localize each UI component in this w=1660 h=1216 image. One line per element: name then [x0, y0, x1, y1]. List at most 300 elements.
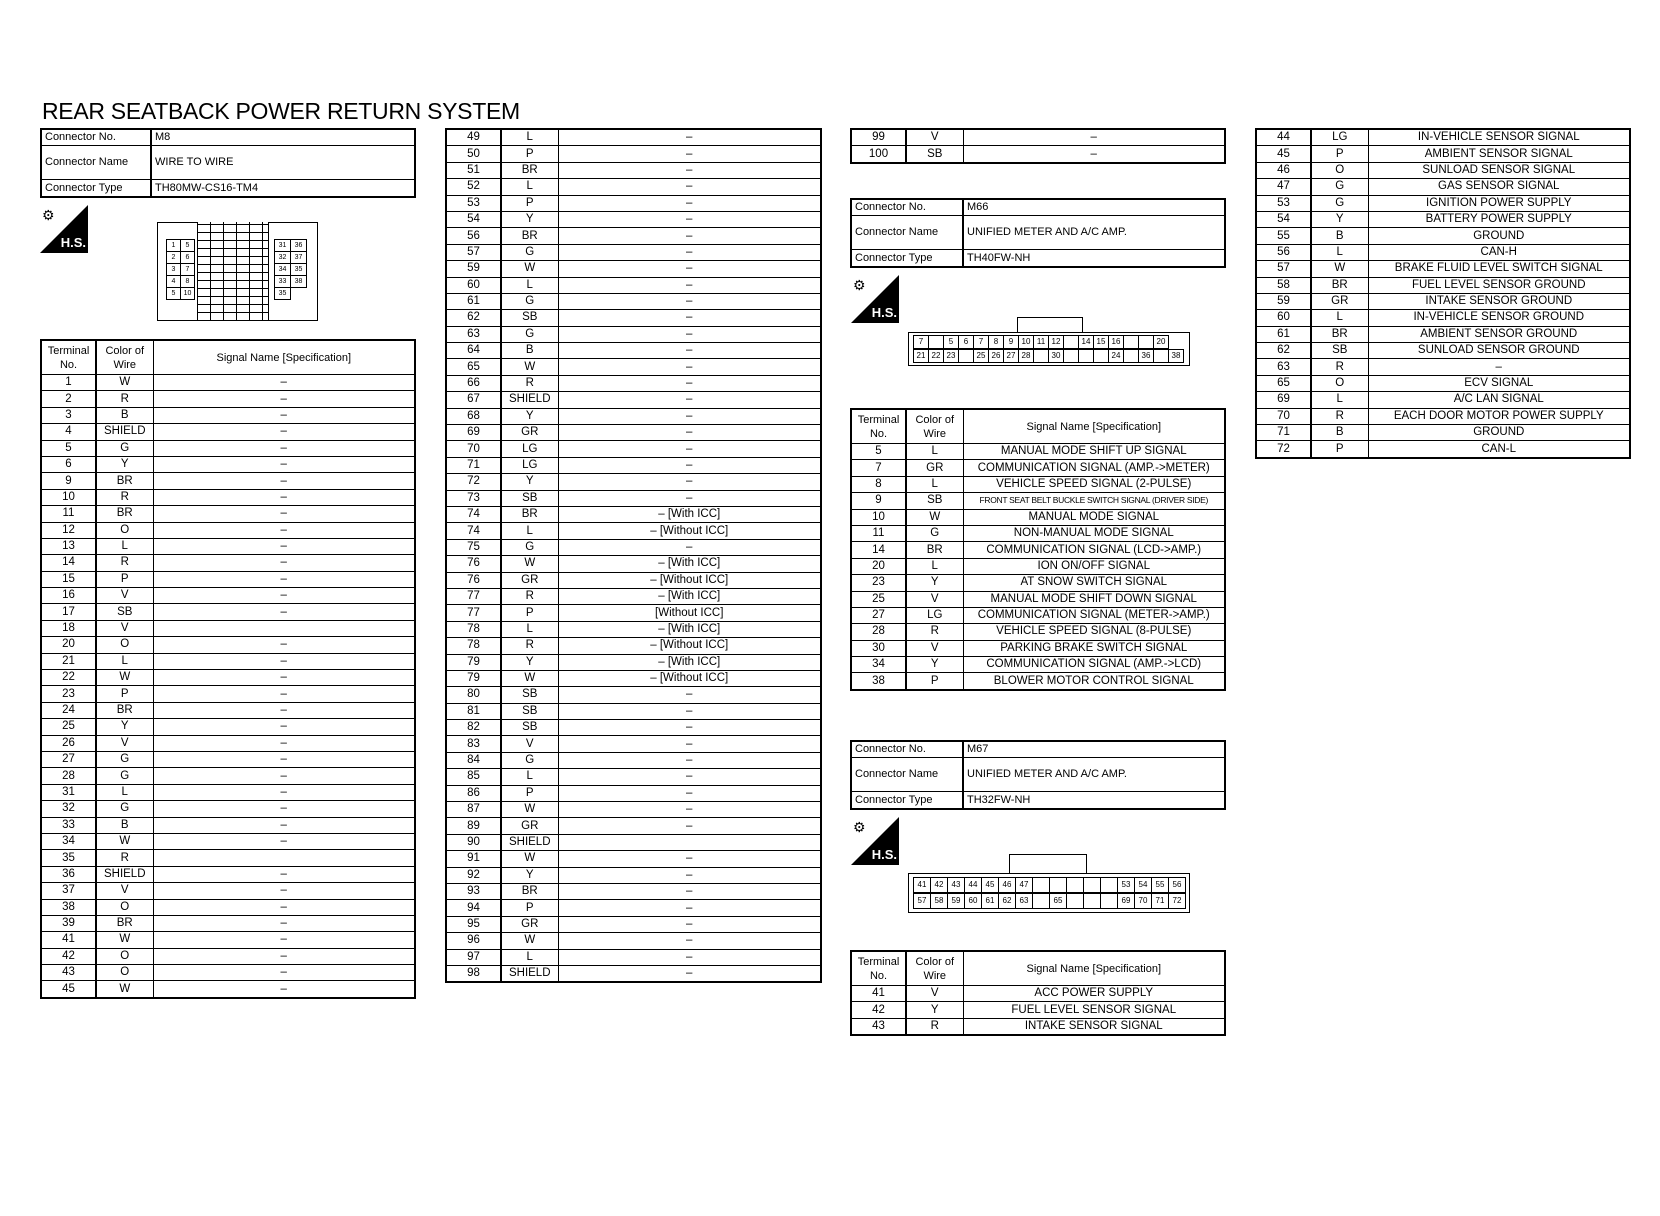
terminal-no: 42 [851, 1002, 906, 1018]
signal-name: – [558, 802, 821, 818]
connector-pin: 2 [166, 251, 181, 264]
signal-name: – [Without ICC] [558, 670, 821, 686]
terminal-no: 34 [41, 833, 96, 849]
terminal-no: 13 [41, 538, 96, 554]
m67-terminal-table [850, 950, 1226, 1036]
connector-no-label: Connector No. [851, 741, 963, 758]
terminal-no: 10 [851, 509, 906, 525]
signal-name: – [153, 833, 415, 849]
table-row [446, 605, 821, 621]
signal-name: – [153, 424, 415, 440]
table-row [446, 359, 821, 375]
signal-name: – [153, 555, 415, 571]
connector-pin [1123, 349, 1139, 363]
wire-color: G [906, 525, 963, 541]
terminal-no: 62 [1256, 343, 1311, 359]
signal-name: – [558, 195, 821, 211]
signal-name: – [963, 146, 1225, 163]
m66-section [850, 198, 1226, 268]
table-row [41, 604, 415, 620]
terminal-no: 21 [41, 653, 96, 669]
table-row [446, 392, 821, 408]
wire-color: G [96, 440, 153, 456]
wire-color: SB [96, 604, 153, 620]
connector-pin: 5 [180, 239, 195, 252]
table-row [446, 916, 821, 932]
table-row [41, 473, 415, 489]
wire-color: SB [501, 687, 558, 703]
harness-side-icon: ⚙ H.S. [851, 275, 899, 323]
terminal-no: 92 [446, 867, 501, 883]
connector-no-label: Connector No. [41, 129, 151, 146]
table-row [446, 769, 821, 785]
wire-color: G [501, 752, 558, 768]
connector-pin: 60 [964, 893, 982, 909]
connector-pin [1100, 893, 1118, 909]
table-row [1256, 343, 1630, 359]
wire-color: O [96, 522, 153, 538]
connector-pin: 5 [943, 335, 959, 349]
signal-name: – [558, 392, 821, 408]
terminal-no: 14 [851, 542, 906, 558]
terminal-no: 55 [1256, 228, 1311, 244]
connector-pin: 71 [1151, 893, 1169, 909]
terminal-no: 22 [41, 670, 96, 686]
signal-name: CAN-L [1368, 441, 1630, 458]
signal-name: ECV SIGNAL [1368, 375, 1630, 391]
table-row [41, 588, 415, 604]
connector-pin [1083, 893, 1101, 909]
terminal-no: 83 [446, 736, 501, 752]
terminal-no: 71 [446, 457, 501, 473]
wire-color: G [501, 293, 558, 309]
table-row [446, 195, 821, 211]
terminal-no: 100 [851, 146, 906, 163]
table-row [446, 703, 821, 719]
signal-name: – [558, 490, 821, 506]
wire-color: V [906, 591, 963, 607]
wire-color: B [96, 817, 153, 833]
wire-color: V [96, 620, 153, 636]
signal-name: – [153, 817, 415, 833]
signal-name: – [153, 784, 415, 800]
signal-name: – [1368, 359, 1630, 375]
m66-connector-no: M66 [963, 199, 1225, 216]
signal-name: – [558, 211, 821, 227]
signal-name: – [558, 916, 821, 932]
table-row [1256, 146, 1630, 162]
signal-name: BATTERY POWER SUPPLY [1368, 211, 1630, 227]
wire-color: P [501, 605, 558, 621]
connector-pin: 15 [1093, 335, 1109, 349]
signal-name: – [558, 703, 821, 719]
wire-color: R [501, 375, 558, 391]
signal-name: – [558, 293, 821, 309]
wire-color: W [501, 670, 558, 686]
wire-color: L [1311, 310, 1368, 326]
terminal-no: 56 [1256, 244, 1311, 260]
table-row [446, 785, 821, 801]
terminal-no: 8 [851, 476, 906, 492]
connector-pin: 28 [1018, 349, 1034, 363]
signal-name: – [153, 735, 415, 751]
m8-terminal-table-end [850, 128, 1226, 164]
wire-color: GR [501, 818, 558, 834]
wire-color: R [1311, 359, 1368, 375]
signal-name: – [558, 851, 821, 867]
signal-name: – [558, 965, 821, 982]
m67-terminal-section-2 [1255, 128, 1631, 459]
wire-color: O [1311, 162, 1368, 178]
connector-pin: 61 [981, 893, 999, 909]
wire-color: GR [906, 460, 963, 476]
table-row [446, 867, 821, 883]
m8-terminal-section-2 [445, 128, 822, 983]
wire-color: W [1311, 261, 1368, 277]
table-row [446, 556, 821, 572]
terminal-no: 75 [446, 539, 501, 555]
table-row [41, 932, 415, 948]
wire-color: BR [1311, 326, 1368, 342]
wire-color: W [96, 833, 153, 849]
terminal-no: 43 [41, 965, 96, 981]
signal-name: COMMUNICATION SIGNAL (AMP.->METER) [963, 460, 1225, 476]
terminal-no: 77 [446, 605, 501, 621]
wire-color: L [1311, 392, 1368, 408]
terminal-no: 2 [41, 391, 96, 407]
table-row [41, 407, 415, 423]
terminal-no: 79 [446, 670, 501, 686]
wire-color: Y [906, 657, 963, 673]
terminal-no: 27 [41, 751, 96, 767]
signal-name: GAS SENSOR SIGNAL [1368, 179, 1630, 195]
signal-name: – [558, 408, 821, 424]
table-row [446, 720, 821, 736]
terminal-no: 41 [41, 932, 96, 948]
wire-color: L [96, 653, 153, 669]
wire-color: LG [501, 441, 558, 457]
wire-color: SB [501, 720, 558, 736]
signal-name: – [558, 261, 821, 277]
wire-color: Y [96, 719, 153, 735]
signal-name: – [With ICC] [558, 506, 821, 522]
table-row [851, 542, 1225, 558]
wire-color: O [96, 948, 153, 964]
wire-color: R [501, 588, 558, 604]
table-row [446, 539, 821, 555]
table-row [446, 588, 821, 604]
wire-color: BR [96, 702, 153, 718]
terminal-no-header: Terminal No. [851, 951, 906, 986]
wire-color: O [96, 899, 153, 915]
wire-color: W [501, 851, 558, 867]
connector-pin: 6 [958, 335, 974, 349]
signal-name: – [558, 146, 821, 162]
wire-color: Y [501, 654, 558, 670]
wire-color: BR [96, 506, 153, 522]
harness-side-icon: ⚙ H.S. [851, 817, 899, 865]
connector-pin: 55 [1151, 877, 1169, 893]
terminal-no: 80 [446, 687, 501, 703]
wire-color: P [96, 686, 153, 702]
table-row [1256, 261, 1630, 277]
m66-terminal-section [850, 408, 1226, 691]
connector-pin: 43 [947, 877, 965, 893]
terminal-no: 20 [851, 558, 906, 574]
m67-connector-diagram [908, 873, 1190, 913]
terminal-no: 38 [41, 899, 96, 915]
signal-name: MANUAL MODE SHIFT UP SIGNAL [963, 444, 1225, 460]
signal-name: MANUAL MODE SHIFT DOWN SIGNAL [963, 591, 1225, 607]
wire-color: R [96, 391, 153, 407]
signal-name: – [558, 277, 821, 293]
connector-name-label: Connector Name [851, 758, 963, 792]
table-row [41, 784, 415, 800]
m66-terminal-table [850, 408, 1226, 691]
wire-color: L [1311, 244, 1368, 260]
wire-color: B [1311, 425, 1368, 441]
table-row [446, 162, 821, 178]
table-row [41, 571, 415, 587]
harness-side-icon: ⚙ H.S. [40, 205, 88, 253]
terminal-no: 89 [446, 818, 501, 834]
wire-color: W [501, 359, 558, 375]
terminal-no: 76 [446, 556, 501, 572]
terminal-no: 25 [851, 591, 906, 607]
terminal-no: 77 [446, 588, 501, 604]
wire-color: V [96, 883, 153, 899]
connector-pin: 4 [166, 275, 181, 288]
connector-pin: 72 [1168, 893, 1186, 909]
signal-name: COMMUNICATION SIGNAL (METER->AMP.) [963, 607, 1225, 623]
wire-color: BR [96, 915, 153, 931]
wire-color: W [96, 981, 153, 998]
signal-name: – [153, 768, 415, 784]
terminal-no: 86 [446, 785, 501, 801]
table-row [1256, 359, 1630, 375]
wire-color: L [501, 523, 558, 539]
connector-pin: 24 [1108, 349, 1124, 363]
wire-color: G [96, 751, 153, 767]
table-row [1256, 179, 1630, 195]
signal-name: – [With ICC] [558, 654, 821, 670]
m8-connector-name: WIRE TO WIRE [151, 146, 415, 180]
table-row [446, 179, 821, 195]
wire-color: L [906, 476, 963, 492]
connector-pin: 16 [1108, 335, 1124, 349]
table-row [41, 981, 415, 998]
table-row [41, 866, 415, 882]
table-row [851, 575, 1225, 591]
wire-color: L [906, 558, 963, 574]
connector-pin: 10 [180, 287, 195, 300]
connector-pin: 63 [1015, 893, 1033, 909]
table-row [1256, 228, 1630, 244]
terminal-no: 45 [41, 981, 96, 998]
wire-color: L [96, 538, 153, 554]
table-row [446, 933, 821, 949]
wire-color: G [1311, 179, 1368, 195]
signal-name-header: Signal Name [Specification] [153, 340, 415, 375]
table-row [851, 493, 1225, 509]
signal-name: EACH DOOR MOTOR POWER SUPPLY [1368, 408, 1630, 424]
connector-pin: 25 [973, 349, 989, 363]
table-row [1256, 129, 1630, 146]
terminal-no: 63 [446, 326, 501, 342]
terminal-no: 15 [41, 571, 96, 587]
terminal-no: 34 [851, 657, 906, 673]
connector-pin [1078, 349, 1094, 363]
wire-color: BR [96, 473, 153, 489]
terminal-no: 81 [446, 703, 501, 719]
table-row [1256, 162, 1630, 178]
connector-pin: 12 [1048, 335, 1064, 349]
signal-name: – [558, 179, 821, 195]
connector-pin [1032, 877, 1050, 893]
terminal-no: 1 [41, 375, 96, 391]
terminal-no: 61 [1256, 326, 1311, 342]
wire-color: G [501, 244, 558, 260]
table-row [446, 670, 821, 686]
table-row [446, 408, 821, 424]
connector-pin: 42 [930, 877, 948, 893]
signal-name: – [558, 244, 821, 260]
wire-color: G [1311, 195, 1368, 211]
terminal-no: 38 [851, 673, 906, 690]
table-row [446, 146, 821, 162]
table-row [1256, 425, 1630, 441]
wire-color: W [96, 670, 153, 686]
signal-name: – [558, 359, 821, 375]
connector-type-label: Connector Type [851, 792, 963, 809]
connector-type-label: Connector Type [41, 180, 151, 197]
signal-name: IN-VEHICLE SENSOR GROUND [1368, 310, 1630, 326]
signal-name: – [153, 965, 415, 981]
terminal-no: 9 [41, 473, 96, 489]
table-row [851, 444, 1225, 460]
terminal-no: 65 [446, 359, 501, 375]
connector-pin [1066, 893, 1084, 909]
table-row [851, 1018, 1225, 1035]
table-row [1256, 195, 1630, 211]
terminal-no: 78 [446, 621, 501, 637]
connector-icon: ⚙ [853, 277, 866, 293]
signal-name: – [558, 310, 821, 326]
connector-pin: 30 [1048, 349, 1064, 363]
signal-name: [Without ICC] [558, 605, 821, 621]
signal-name: GROUND [1368, 425, 1630, 441]
connector-pin: 22 [928, 349, 944, 363]
signal-name: ACC POWER SUPPLY [963, 986, 1225, 1002]
signal-name: – [153, 653, 415, 669]
terminal-no: 74 [446, 523, 501, 539]
table-row [41, 850, 415, 866]
table-row [41, 801, 415, 817]
connector-pin: 32 [274, 251, 291, 264]
terminal-no: 72 [1256, 441, 1311, 458]
signal-name: COMMUNICATION SIGNAL (AMP.->LCD) [963, 657, 1225, 673]
table-row [446, 949, 821, 965]
table-row [41, 391, 415, 407]
signal-name: – [153, 932, 415, 948]
m8-terminal-table [40, 339, 416, 999]
table-row [446, 293, 821, 309]
m66-connector-diagram [908, 332, 1190, 366]
table-row [851, 509, 1225, 525]
terminal-no: 31 [41, 784, 96, 800]
table-row [41, 768, 415, 784]
connector-pin: 56 [1168, 877, 1186, 893]
wire-color: P [501, 785, 558, 801]
signal-name [558, 834, 821, 850]
connector-pin: 62 [998, 893, 1016, 909]
terminal-no: 44 [1256, 129, 1311, 146]
m8-connector-diagram [157, 222, 318, 321]
terminal-no: 9 [851, 493, 906, 509]
wire-color: SHIELD [501, 965, 558, 982]
table-row [41, 489, 415, 505]
m67-connector-type: TH32FW-NH [963, 792, 1225, 809]
signal-name: – [558, 933, 821, 949]
wire-color: R [96, 555, 153, 571]
wire-color: G [96, 801, 153, 817]
terminal-no: 95 [446, 916, 501, 932]
terminal-no: 69 [1256, 392, 1311, 408]
table-row [446, 211, 821, 227]
terminal-no: 99 [851, 129, 906, 146]
wire-color: R [96, 489, 153, 505]
terminal-no-header: Terminal No. [851, 409, 906, 444]
table-row [446, 621, 821, 637]
terminal-no: 3 [41, 407, 96, 423]
connector-pin: 57 [913, 893, 931, 909]
terminal-no: 11 [41, 506, 96, 522]
table-row [446, 310, 821, 326]
signal-name: – [558, 883, 821, 899]
wire-color: W [501, 802, 558, 818]
signal-name: – [Without ICC] [558, 523, 821, 539]
signal-name: CAN-H [1368, 244, 1630, 260]
signal-name-header: Signal Name [Specification] [963, 409, 1225, 444]
signal-name: – [558, 162, 821, 178]
signal-name: – [153, 538, 415, 554]
table-row [851, 624, 1225, 640]
terminal-no: 10 [41, 489, 96, 505]
wire-color: P [906, 673, 963, 690]
terminal-no: 62 [446, 310, 501, 326]
table-row [41, 948, 415, 964]
terminal-no: 72 [446, 474, 501, 490]
wire-color: O [1311, 375, 1368, 391]
signal-name: – [558, 474, 821, 490]
terminal-no: 70 [1256, 408, 1311, 424]
m8-terminal-section-1 [40, 339, 416, 999]
terminal-no: 53 [446, 195, 501, 211]
wire-color: BR [501, 162, 558, 178]
connector-pin: 8 [988, 335, 1004, 349]
signal-name: – [558, 949, 821, 965]
signal-name: – [153, 522, 415, 538]
table-row [41, 555, 415, 571]
wire-color: L [501, 179, 558, 195]
terminal-no: 70 [446, 441, 501, 457]
table-row [446, 883, 821, 899]
wire-color: P [501, 900, 558, 916]
table-row [851, 657, 1225, 673]
signal-name: COMMUNICATION SIGNAL (LCD->AMP.) [963, 542, 1225, 558]
signal-name: – [963, 129, 1225, 146]
terminal-no: 32 [41, 801, 96, 817]
